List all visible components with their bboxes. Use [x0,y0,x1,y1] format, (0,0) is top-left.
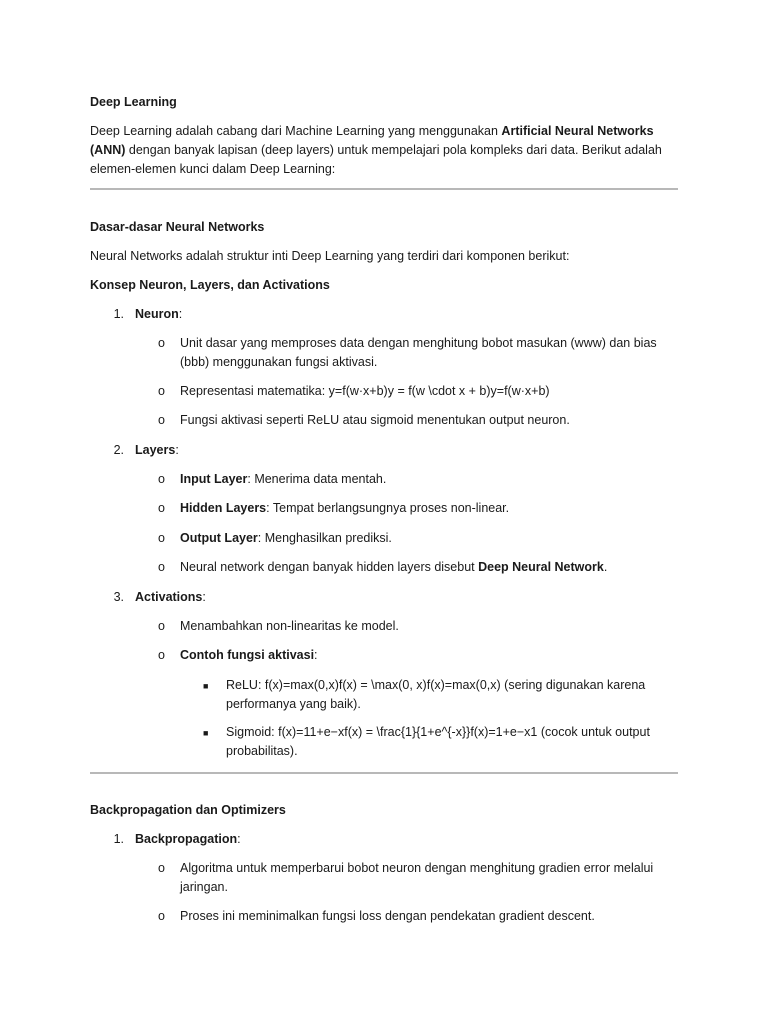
list-item: Algoritma untuk memperbarui bobot neuron dengan menghitung gradien error melalui [180,861,654,875]
list-item-continued: jaringan. [180,880,228,894]
divider [90,772,678,774]
list-item: Representasi matematika: y=f(w·x+b)y = f(w \cdot x + b)y=f(w·x+b) [180,384,550,398]
list-number: 1. [113,307,124,321]
bullet-circle: o [158,909,165,923]
list-item: Proses ini meminimalkan fungsi loss dengan pendekatan gradient descent. [180,909,595,923]
list-item-continued: (bbb) menggunakan fungsi aktivasi. [180,355,378,369]
list-item-neuron: Neuron: [135,307,183,321]
bullet-circle: o [158,619,165,633]
bullet-circle: o [158,384,165,398]
bullet-circle: o [158,472,165,486]
list-number: 1. [113,832,124,846]
list-item: Sigmoid: f(x)=11+e−xf(x) = \frac{1}{1+e^{-x}}f(x)=1+e−x1 (cocok untuk output [226,725,650,739]
bullet-circle: o [158,336,165,350]
list-item: Menambahkan non-linearitas ke model. [180,619,399,633]
list-item: Neural network dengan banyak hidden layers disebut Deep Neural Network. [180,560,608,574]
bullet-square: ■ [203,681,209,691]
section-description: Neural Networks adalah struktur inti Deep Learning yang terdiri dari komponen berikut: [90,249,570,263]
list-item-backpropagation: Backpropagation: [135,832,241,846]
bullet-circle: o [158,531,165,545]
list-item-continued: performanya yang baik). [226,697,361,711]
list-item: Fungsi aktivasi seperti ReLU atau sigmoid menentukan output neuron. [180,413,570,427]
bullet-circle: o [158,413,165,427]
list-item: Output Layer: Menghasilkan prediksi. [180,531,392,545]
subsection-heading: Konsep Neuron, Layers, dan Activations [90,278,330,292]
list-item-continued: probabilitas). [226,744,298,758]
bullet-square: ■ [203,728,209,738]
bullet-circle: o [158,501,165,515]
list-item: Input Layer: Menerima data mentah. [180,472,387,486]
list-number: 2. [113,443,124,457]
list-item: Contoh fungsi aktivasi: [180,648,318,662]
intro-line-1: Deep Learning adalah cabang dari Machine Learning yang menggunakan Artificial Neural Networks [90,124,654,138]
bullet-circle: o [158,648,165,662]
list-item-activations: Activations: [135,590,206,604]
list-item: Unit dasar yang memproses data dengan menghitung bobot masukan (www) dan bias [180,336,657,350]
divider [90,188,678,190]
list-item: Hidden Layers: Tempat berlangsungnya proses non-linear. [180,501,510,515]
list-number: 3. [113,590,124,604]
list-item: ReLU: f(x)=max(0,x)f(x) = \max(0, x)f(x)=max(0,x) (sering digunakan karena [226,678,646,692]
section-heading: Dasar-dasar Neural Networks [90,220,265,234]
list-item-layers: Layers: [135,443,179,457]
section-heading: Backpropagation dan Optimizers [90,803,286,817]
bullet-circle: o [158,861,165,875]
bullet-circle: o [158,560,165,574]
intro-line-3: elemen-elemen kunci dalam Deep Learning: [90,162,336,176]
document-title: Deep Learning [90,95,177,109]
intro-line-2: (ANN) dengan banyak lapisan (deep layers) untuk mempelajari pola kompleks dari data. Berikut adalah [90,143,662,157]
